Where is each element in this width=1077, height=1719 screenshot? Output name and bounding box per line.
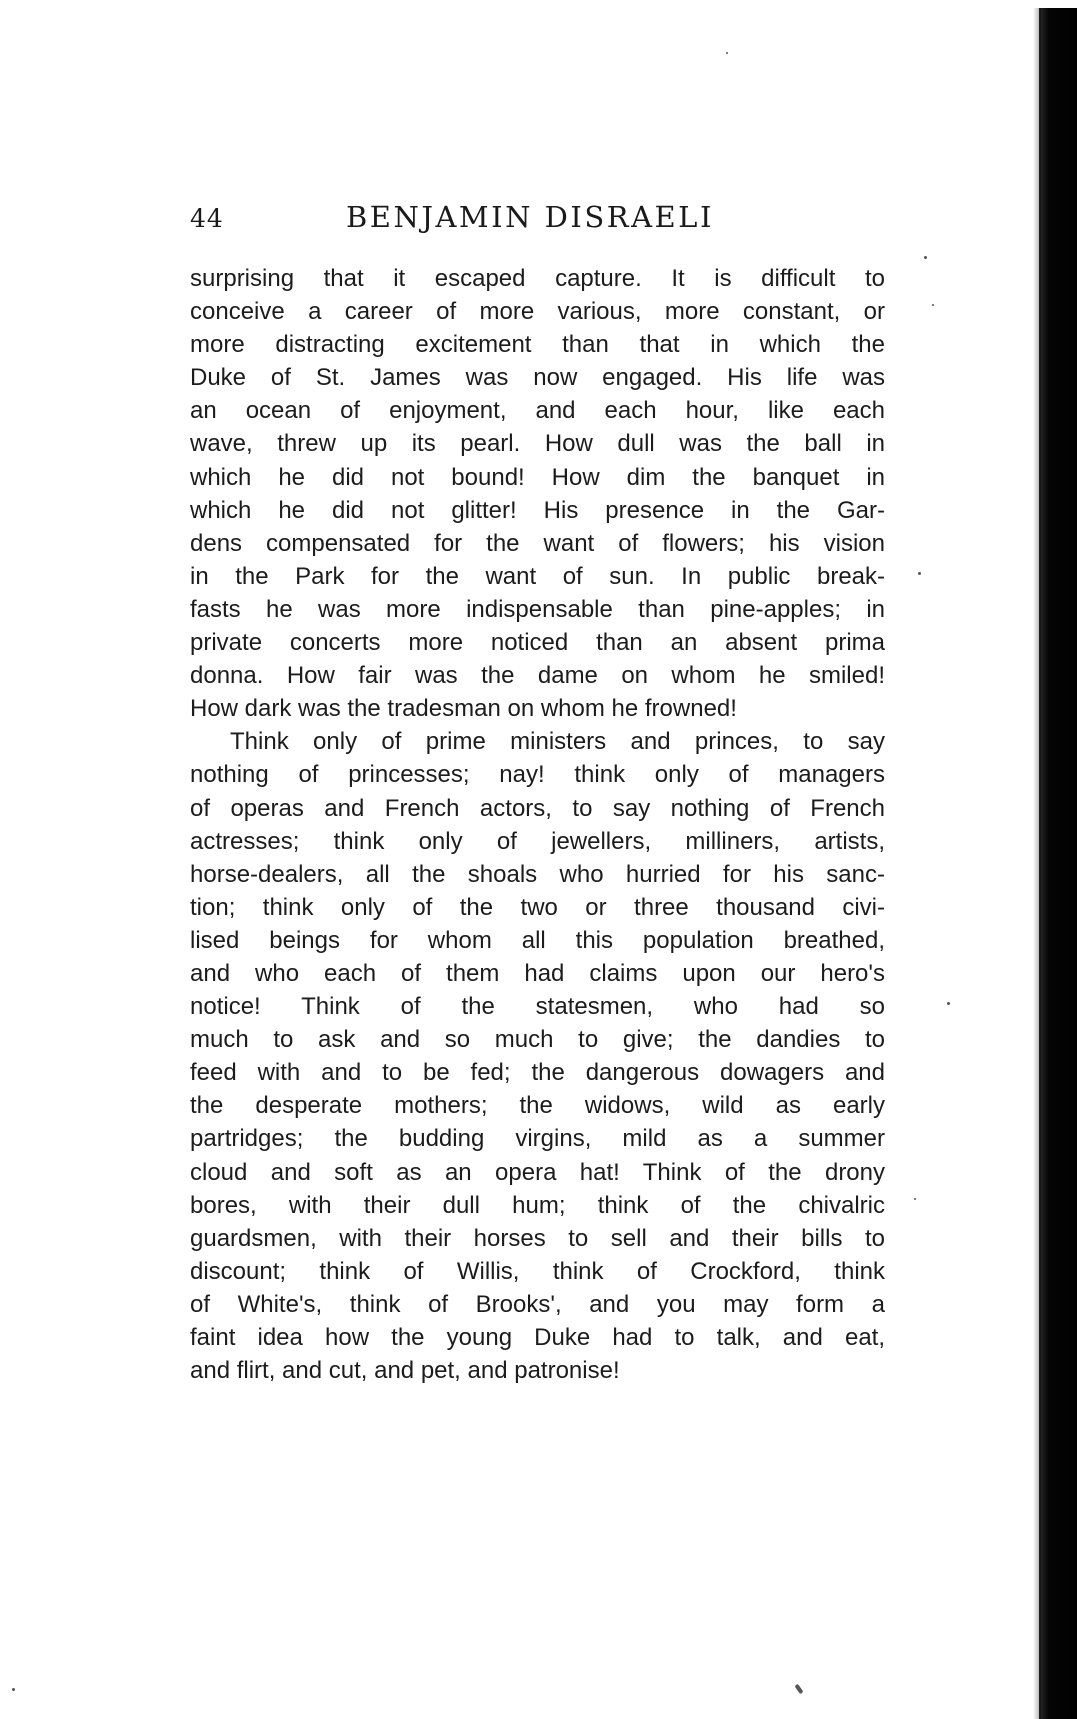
text-line: in the Park for the want of sun. In public break- bbox=[190, 562, 885, 590]
text-line: fasts he was more indispensable than pine-apples; in bbox=[190, 595, 885, 623]
text-line: of operas and French actors, to say nothing of French bbox=[190, 794, 885, 822]
text-line: wave, threw up its pearl. How dull was the ball in bbox=[190, 430, 885, 458]
text-line: and who each of them had claims upon our hero's bbox=[190, 959, 885, 987]
text-line: actresses; think only of jewellers, milliners, artists, bbox=[190, 827, 885, 855]
body-text bbox=[190, 262, 885, 1387]
text-line: dens compensated for the want of flowers; his vision bbox=[190, 529, 885, 557]
text-line: bores, with their dull hum; think of the chivalric bbox=[190, 1191, 885, 1219]
text-line: much to ask and so much to give; the dandies to bbox=[190, 1026, 885, 1054]
text-line: partridges; the budding virgins, mild as a summer bbox=[190, 1125, 885, 1153]
text-line: lised beings for whom all this population breathed, bbox=[190, 926, 885, 954]
text-line: private concerts more noticed than an absent prima bbox=[190, 629, 885, 657]
scan-speck bbox=[932, 304, 934, 306]
scan-speck bbox=[924, 256, 927, 259]
text-line: nothing of princesses; nay! think only of managers bbox=[190, 761, 885, 789]
paragraph-1 bbox=[190, 262, 885, 725]
text-line: Think only of prime ministers and princes, to say bbox=[230, 728, 885, 756]
text-line: tion; think only of the two or three thousand civi- bbox=[190, 893, 885, 921]
text-line: cloud and soft as an opera hat! Think of the drony bbox=[190, 1158, 885, 1186]
text-line: discount; think of Willis, think of Crockford, think bbox=[190, 1257, 885, 1285]
scan-speck bbox=[12, 1688, 15, 1691]
text-line: which he did not bound! How dim the banquet in bbox=[190, 463, 885, 491]
scan-speck bbox=[947, 1002, 950, 1005]
text-line: feed with and to be fed; the dangerous dowagers and bbox=[190, 1059, 885, 1087]
text-line: notice! Think of the statesmen, who had so bbox=[190, 993, 885, 1021]
text-line: Duke of St. James was now engaged. His life was bbox=[190, 364, 885, 392]
text-line: guardsmen, with their horses to sell and their bills to bbox=[190, 1224, 885, 1252]
page-binding-edge bbox=[1039, 8, 1077, 1719]
text-line: an ocean of enjoyment, and each hour, like each bbox=[190, 397, 885, 425]
scan-speck bbox=[794, 1684, 803, 1694]
text-line: of White's, think of Brooks', and you may form a bbox=[190, 1290, 885, 1318]
text-line: faint idea how the young Duke had to talk, and eat, bbox=[190, 1324, 885, 1351]
running-head bbox=[190, 200, 890, 240]
page-number: 44 bbox=[190, 204, 224, 233]
text-line: the desperate mothers; the widows, wild as early bbox=[190, 1092, 885, 1120]
text-line: donna. How fair was the dame on whom he smiled! bbox=[190, 662, 885, 690]
text-line: horse-dealers, all the shoals who hurried for his sanc- bbox=[190, 860, 885, 888]
paragraph-2 bbox=[190, 725, 885, 1387]
text-line: more distracting excitement than that in which the bbox=[190, 331, 885, 359]
scan-speck bbox=[726, 52, 728, 54]
text-line: surprising that it escaped capture. It is difficult to bbox=[190, 265, 885, 292]
text-line: which he did not glitter! His presence in the Gar- bbox=[190, 496, 885, 524]
running-title: BENJAMIN DISRAELI bbox=[346, 200, 714, 234]
text-line: How dark was the tradesman on whom he frowned! bbox=[190, 695, 737, 723]
scan-speck bbox=[914, 1198, 916, 1200]
scan-speck bbox=[918, 572, 921, 575]
text-line: and flirt, and cut, and pet, and patronise! bbox=[190, 1357, 620, 1385]
text-line: conceive a career of more various, more constant, or bbox=[190, 298, 885, 326]
